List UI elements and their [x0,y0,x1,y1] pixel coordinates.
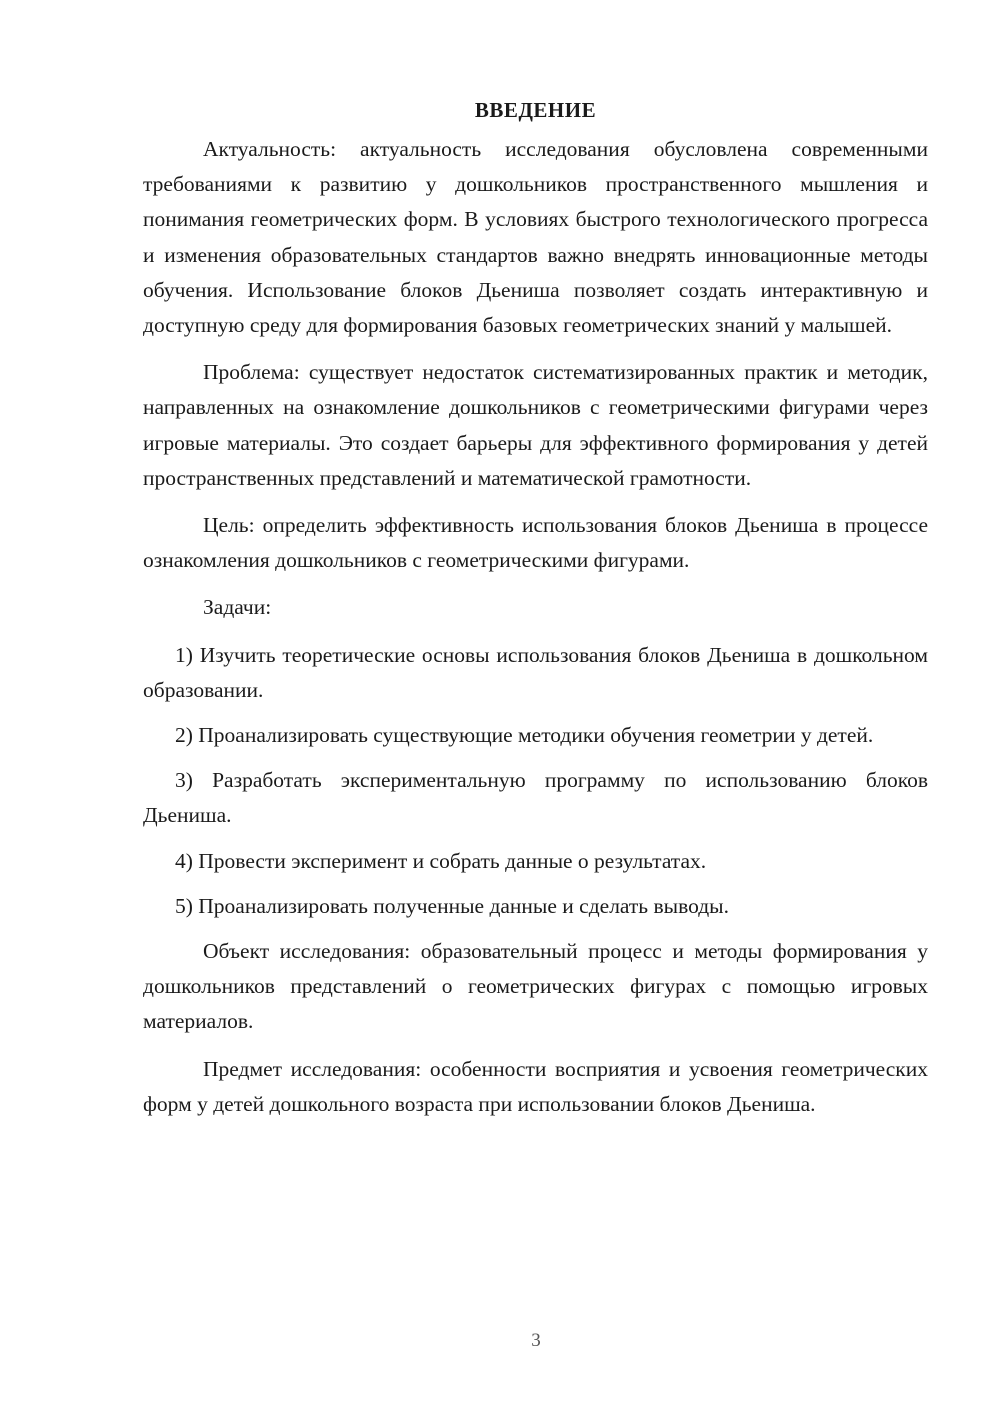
paragraph-subject: Предмет исследования: особенности восприятия и усвоения геометрических форм у детей дошкольного возраста при использовании блоков Дьениша. [143,1056,928,1116]
paragraph-problem: Проблема: существует недостаток систематизированных практик и методик, направленных на ознакомление дошкольников с геометрическими фигурами через игровые материалы. Это создает барьеры для эффективного формирования у детей пространственных представлений и математической грамотности. [143,360,928,490]
task-item-2: 2) Проанализировать существующие методики обучения геометрии у детей. [175,723,874,748]
page-number: 3 [531,1330,541,1351]
task-item-3: 3) Разработать экспериментальную программу по использованию блоков Дьениша. [143,768,928,828]
paragraph-relevance: Актуальность: актуальность исследования обусловлена современными требованиями к развитию у дошкольников пространственного мышления и понимания геометрических форм. В условиях быстрого технологического прогресса и изменения образовательных стандартов важно внедрять инновационные методы обучения. Использование блоков Дьениша позволяет создать интерактивную и доступную среду для формирования базовых геометрических знаний у малышей. [143,137,928,338]
task-item-4: 4) Провести эксперимент и собрать данные о результатах. [175,848,707,873]
tasks-list [143,638,928,924]
tasks-heading: Задачи: [203,595,272,620]
paragraph-object: Объект исследования: образовательный процесс и методы формирования у дошкольников представлений о геометрических фигурах с помощью игровых материалов. [143,939,928,1034]
document-page [143,92,928,1134]
task-item-1: 1) Изучить теоретические основы использования блоков Дьениша в дошкольном образовании. [143,642,928,702]
section-title: ВВЕДЕНИЕ [474,98,597,122]
task-item-5: 5) Проанализировать полученные данные и сделать выводы. [175,893,729,918]
paragraph-goal: Цель: определить эффективность использования блоков Дьениша в процессе ознакомления дошкольников с геометрическими фигурами. [143,513,928,573]
